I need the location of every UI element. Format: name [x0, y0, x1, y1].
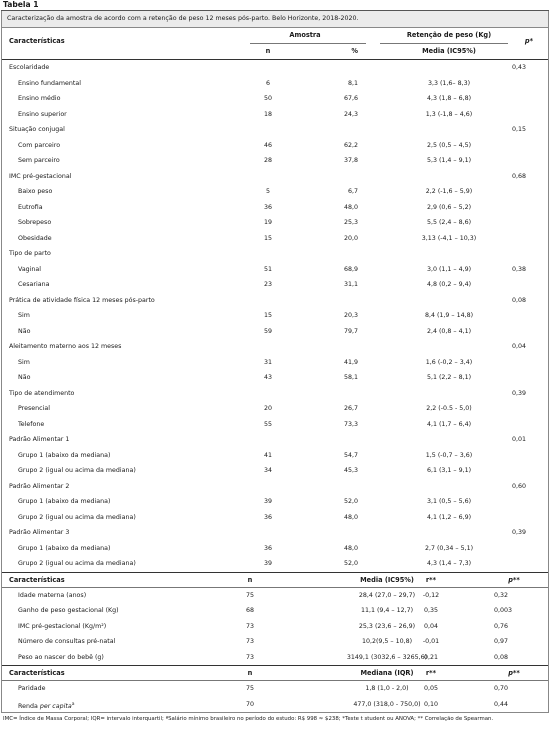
- table-row: [2, 448, 548, 464]
- row-n: 23: [263, 281, 272, 288]
- row-p-value: 0,97: [494, 638, 509, 645]
- row-mean-ci: 4,3 (1,8 – 6,8): [426, 95, 472, 102]
- row-label: Ensino médio: [18, 95, 61, 102]
- table-row: [2, 200, 548, 216]
- row-mean-ci: 5,3 (1,4 – 9,1): [426, 157, 472, 164]
- row-mean-ci: 2,2 (-1,6 – 5,9): [425, 188, 473, 195]
- row-label: Sim: [18, 312, 30, 319]
- row-pct: 52,0: [343, 498, 358, 505]
- row-n: 15: [263, 234, 272, 242]
- header-retencao: Retenção de peso (Kg): [406, 31, 492, 39]
- header-p: p*: [524, 37, 534, 45]
- row-pct: 52,0: [343, 560, 358, 567]
- table-caption: Caracterização da amostra de acordo com a retenção de peso 12 meses pós-parto. Belo Horizonte, 2018-2020.: [1, 11, 549, 28]
- row-mean-ci: 3,13 (-4,1 – 10,3): [421, 234, 477, 242]
- row-label: Sim: [18, 358, 30, 366]
- row-mean-ci: 2,7 (0,34 – 5,1): [424, 544, 474, 552]
- table-row: [2, 107, 548, 123]
- table-row: [2, 401, 548, 417]
- row-mean-ci: 4,3 (1,4 – 7,3): [426, 560, 472, 567]
- group-header-row: [2, 525, 548, 541]
- row-median-iqr: 477,0 (318,0 - 750,0): [353, 700, 421, 708]
- row-n: 75: [245, 685, 254, 692]
- s3-header-n: n: [247, 669, 253, 677]
- group-label: Escolaridade: [9, 64, 50, 71]
- table-row: [2, 76, 548, 92]
- row-n: 20: [263, 405, 272, 412]
- row-label: Idade materna (anos): [18, 591, 87, 599]
- row-n: 31: [263, 358, 272, 366]
- table-row: [2, 215, 548, 231]
- table-header: [2, 28, 548, 59]
- group-header-row: [2, 293, 548, 309]
- group-p-value: 0,39: [512, 389, 527, 397]
- row-label: Ganho de peso gestacional (Kg): [18, 607, 119, 614]
- row-mean-ci: 3,1 (0,5 – 5,6): [426, 498, 472, 505]
- table-row: [2, 153, 548, 169]
- row-label: Sobrepeso: [18, 219, 52, 226]
- table-row: [2, 650, 548, 666]
- row-pct: 68,9: [343, 265, 358, 273]
- row-n: 51: [263, 265, 272, 273]
- s3-header-mediana: Mediana (IQR): [360, 669, 414, 677]
- group-p-value: 0,04: [512, 343, 527, 350]
- row-label: [18, 697, 74, 715]
- section3-rows: [2, 681, 548, 712]
- row-pct: 6,7: [347, 188, 358, 195]
- table-row: [2, 494, 548, 510]
- s2-header-r: r**: [425, 575, 437, 584]
- row-n: 28: [263, 157, 272, 164]
- row-label-italic: per capita: [39, 702, 72, 710]
- row-mean-ci: 25,3 (23,6 – 26,9): [358, 622, 416, 630]
- row-r: 0,35: [423, 607, 439, 614]
- header-pct: %: [351, 47, 358, 55]
- table-row: [2, 463, 548, 479]
- row-mean-ci: 2,5 (0,5 – 4,5): [426, 141, 472, 149]
- row-mean-ci: 11,1 (9,4 – 12,7): [360, 607, 414, 614]
- group-header-row: [2, 479, 548, 495]
- row-label: Vaginal: [18, 265, 42, 273]
- group-p-value: 0,60: [512, 482, 527, 490]
- table-row: [2, 556, 548, 572]
- row-n: 73: [245, 622, 254, 630]
- row-pct: 24,3: [343, 110, 358, 118]
- row-r: 0,21: [423, 653, 439, 661]
- row-pct: 20,3: [343, 312, 358, 319]
- row-pct: 48,0: [343, 513, 358, 521]
- table-row: [2, 231, 548, 247]
- row-pct: 25,3: [343, 219, 358, 226]
- row-label: Cesariana: [18, 281, 50, 288]
- row-label: [18, 681, 45, 697]
- group-label: Padrão Alimentar 2: [9, 482, 70, 490]
- row-label: Baixo peso: [18, 188, 53, 195]
- row-mean-ci: 4,8 (0,2 – 9,4): [426, 281, 472, 288]
- header-media: Media (IC95%): [422, 47, 476, 55]
- group-header-row: [2, 169, 548, 185]
- table-row: [2, 370, 548, 386]
- row-label: Não: [18, 374, 31, 381]
- table-row: [2, 138, 548, 154]
- row-label: Número de consultas pré-natal: [18, 638, 116, 645]
- row-label: Grupo 2 (igual ou acima da mediana): [18, 513, 136, 521]
- row-median-iqr: 1,8 (1,0 - 2,0): [365, 685, 409, 692]
- row-pct: 58,1: [343, 374, 358, 381]
- row-n: 18: [263, 110, 272, 118]
- group-label: Tipo de parto: [9, 250, 51, 257]
- row-mean-ci: 6,1 (3,1 – 9,1): [426, 467, 472, 474]
- row-n: 34: [263, 467, 272, 474]
- row-pct: 79,7: [343, 327, 358, 335]
- row-p-value: 0,003: [494, 607, 513, 614]
- table-row: [2, 697, 548, 713]
- row-r: 0,10: [423, 700, 439, 708]
- row-pct: 41,9: [343, 358, 358, 366]
- row-n: 75: [245, 591, 254, 599]
- row-label: Grupo 2 (igual ou acima da mediana): [18, 467, 136, 474]
- section3-header: [2, 665, 548, 681]
- row-label: Grupo 1 (abaixo da mediana): [18, 498, 111, 505]
- row-pct: 67,6: [343, 95, 358, 102]
- table-row: [2, 262, 548, 278]
- table-row: [2, 681, 548, 697]
- row-mean-ci: 2,2 (-0.5 - 5,0): [426, 405, 472, 412]
- row-mean-ci: 4,1 (1,2 – 6,9): [426, 513, 472, 521]
- row-label-superscript: a: [71, 701, 75, 707]
- row-r: 0,05: [423, 685, 439, 692]
- row-label: Com parceiro: [18, 141, 61, 149]
- group-label: Situação conjugal: [9, 126, 65, 133]
- group-p-value: 0,08: [512, 296, 527, 304]
- table-row: [2, 619, 548, 635]
- table-row: [2, 277, 548, 293]
- header-n: n: [265, 47, 271, 55]
- table-row: [2, 324, 548, 340]
- row-r: -0,12: [422, 591, 440, 599]
- row-n: 59: [263, 327, 272, 335]
- table-row: [2, 588, 548, 604]
- row-mean-ci: 3149,1 (3032,6 – 3265,6): [346, 653, 428, 661]
- row-n: 39: [263, 560, 272, 567]
- row-n: 43: [263, 374, 272, 381]
- row-r: -0,01: [422, 638, 440, 645]
- row-mean-ci: 2,4 (0,8 – 4,1): [426, 327, 472, 335]
- group-label: Padrão Alimentar 3: [9, 529, 70, 536]
- table-row: [2, 91, 548, 107]
- table-title: Tabela 1: [1, 0, 549, 11]
- row-label: Peso ao nascer do bebê (g): [18, 653, 104, 661]
- row-label: Grupo 1 (abaixo da mediana): [18, 451, 111, 459]
- row-n: 46: [263, 141, 272, 149]
- row-p-value: 0,38: [512, 265, 527, 273]
- row-label-text: Renda: [18, 702, 40, 710]
- group-rows: [2, 59, 548, 572]
- s3-header-r: r**: [425, 669, 437, 677]
- row-pct: 8,1: [347, 79, 358, 87]
- row-pct: 48,0: [343, 544, 358, 552]
- row-p-value: 0,70: [494, 685, 509, 692]
- row-mean-ci: 4,1 (1,7 – 6,4): [426, 420, 472, 428]
- row-n: 50: [263, 95, 272, 102]
- row-mean-ci: 1,5 (-0,7 – 3,6): [425, 451, 473, 459]
- row-label: Sem parceiro: [18, 157, 60, 164]
- table-row: [2, 603, 548, 619]
- row-mean-ci: 28,4 (27,0 – 29,7): [358, 591, 416, 599]
- row-label: IMC pré-gestacional (Kg/m²): [18, 622, 107, 630]
- table-row: [2, 510, 548, 526]
- row-r: 0,04: [423, 622, 439, 630]
- table-row: [2, 634, 548, 650]
- s2-header-p: p**: [508, 575, 520, 584]
- group-label: Aleitamento materno aos 12 meses: [9, 343, 122, 350]
- s2-header-caracteristicas: Características: [9, 575, 65, 584]
- row-pct: 37,8: [343, 157, 358, 164]
- row-mean-ci: 3,3 (1,6– 8,3): [427, 79, 471, 87]
- row-mean-ci: 1,6 (-0,2 – 3,4): [425, 358, 473, 366]
- row-mean-ci: 2,9 (0,6 – 5,2): [426, 203, 472, 211]
- row-pct: 26,7: [343, 405, 358, 412]
- row-n: 36: [263, 203, 272, 211]
- row-n: 55: [263, 420, 272, 428]
- row-label: Eutrofia: [18, 203, 43, 211]
- group-p-value: 0,68: [512, 172, 527, 180]
- row-label: Ensino superior: [18, 110, 67, 118]
- group-label: IMC pré-gestacional: [9, 172, 72, 180]
- table-row: [2, 308, 548, 324]
- row-n: 15: [263, 312, 272, 319]
- row-n: 36: [263, 544, 272, 552]
- group-label: Tipo de atendimento: [9, 389, 75, 397]
- row-label: Presencial: [18, 405, 50, 412]
- row-mean-ci: 1,3 (-1,8 – 4,6): [425, 110, 473, 118]
- section2-header: [2, 572, 548, 588]
- row-n: 6: [265, 79, 270, 87]
- row-n: 19: [263, 219, 272, 226]
- row-p-value: 0,44: [494, 700, 509, 708]
- row-n: 68: [245, 607, 254, 614]
- row-label: Grupo 2 (igual ou acima da mediana): [18, 560, 136, 567]
- row-n: 41: [263, 451, 272, 459]
- s2-header-media: Media (IC95%): [360, 575, 414, 584]
- group-label: Prática de atividade física 12 meses pós-parto: [9, 296, 155, 304]
- row-pct: 31,1: [343, 281, 358, 288]
- header-amostra: Amostra: [289, 31, 321, 39]
- row-label: Obesidade: [18, 234, 52, 242]
- s3-header-p: p**: [508, 669, 520, 677]
- group-header-row: [2, 122, 548, 138]
- table-body: [1, 28, 549, 713]
- row-label: Grupo 1 (abaixo da mediana): [18, 544, 111, 552]
- group-label: Padrão Alimentar 1: [9, 436, 70, 443]
- group-p-value: 0,39: [512, 529, 527, 536]
- row-p-value: 0,76: [494, 622, 509, 630]
- table-row: [2, 541, 548, 557]
- row-pct: 73,3: [343, 420, 358, 428]
- row-mean-ci: 10,2(9,5 – 10,8): [361, 638, 413, 645]
- section2-rows: [2, 588, 548, 666]
- row-n: 36: [263, 513, 272, 521]
- row-label: Não: [18, 327, 31, 335]
- row-p-value: 0,08: [494, 653, 509, 661]
- row-pct: 62,2: [343, 141, 358, 149]
- table-row: [2, 417, 548, 433]
- row-n: 73: [245, 638, 254, 645]
- row-label: Telefone: [18, 420, 45, 428]
- row-label-text: Paridade: [18, 685, 46, 692]
- row-pct: 54,7: [343, 451, 358, 459]
- row-mean-ci: 3,0 (1,1 – 4,9): [426, 265, 472, 273]
- group-p-value: 0,15: [512, 126, 527, 133]
- s2-header-n: n: [247, 575, 253, 584]
- row-label: Ensino fundamental: [18, 79, 81, 87]
- group-header-row: [2, 432, 548, 448]
- group-header-row: [2, 246, 548, 262]
- group-header-row: [2, 339, 548, 355]
- row-mean-ci: 8,4 (1,9 – 14,8): [424, 312, 474, 319]
- table-row: [2, 355, 548, 371]
- s3-header-caracteristicas: Características: [9, 669, 65, 677]
- table-footnote: IMC= Índice de Massa Corporal; IQR= intervalo interquartil; ªSalário mínimo brasileiro no período do estudo: R$ 998 ≈ $238; *Teste t student ou ANOVA; ** Correlação de Spearman.: [3, 716, 494, 722]
- row-n: 39: [263, 498, 272, 505]
- group-p-value: 0,01: [512, 436, 527, 443]
- row-n: 70: [245, 700, 254, 708]
- row-pct: 45,3: [343, 467, 358, 474]
- row-mean-ci: 5,5 (2,4 – 8,6): [426, 219, 472, 226]
- row-p-value: 0,32: [494, 591, 509, 599]
- row-n: 5: [265, 188, 270, 195]
- row-pct: 20,0: [343, 234, 358, 242]
- header-caracteristicas: Características: [9, 37, 65, 45]
- group-p-value: 0,43: [512, 64, 527, 71]
- group-header-row: [2, 386, 548, 402]
- table-container: [1, 0, 549, 723]
- row-pct: 48,0: [343, 203, 358, 211]
- table-row: [2, 184, 548, 200]
- row-mean-ci: 5,1 (2,2 – 8,1): [426, 374, 472, 381]
- row-n: 73: [245, 653, 254, 661]
- group-header-row: [2, 60, 548, 76]
